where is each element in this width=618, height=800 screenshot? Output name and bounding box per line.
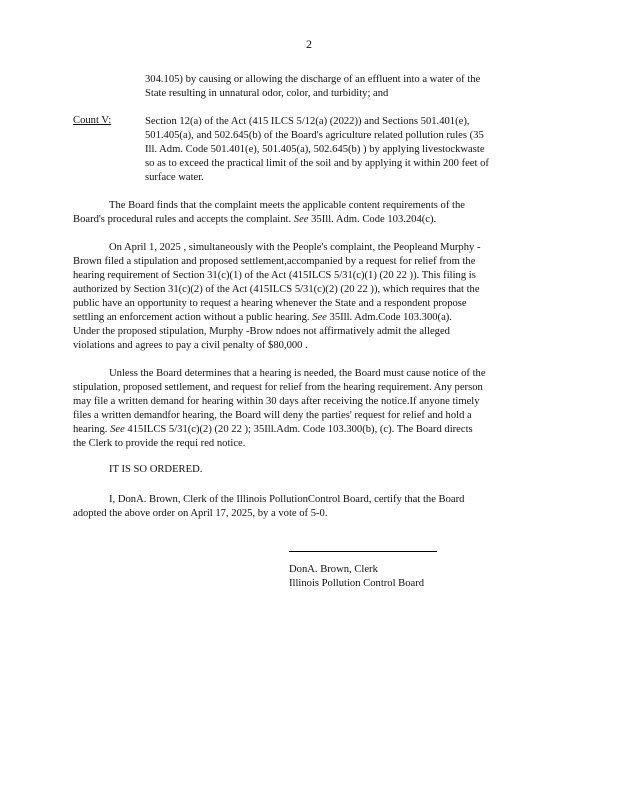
- para1-line-1: The Board finds that the complaint meets the applicable content requirements of the: [109, 200, 465, 211]
- signature-title: Illinois Pollution Control Board: [289, 578, 425, 589]
- para2-line-1: On April 1, 2025 , simultaneously with the People's complaint, the Peopleand Murphy -: [109, 242, 481, 253]
- count-v-line-1: Section 12(a) of the Act (415 ILCS 5/12(a) (2022)) and Sections 501.401(e),: [145, 116, 470, 127]
- para3-line-2: stipulation, proposed settlement, and request for relief from the hearing requirement. Any person: [73, 382, 483, 393]
- para3-line-6: the Clerk to provide the requi red notice.: [73, 438, 246, 449]
- certification-line-2: adopted the above order on April 17, 2025, by a vote of 5-0.: [73, 508, 328, 519]
- certification-line-1: I, DonA. Brown, Clerk of the Illinois PollutionControl Board, certify that the Board: [109, 494, 465, 505]
- signature-name: DonA. Brown, Clerk: [289, 564, 378, 575]
- continuation-line-1: 304.105) by causing or allowing the discharge of an effluent into a water of the: [145, 74, 481, 85]
- para2-line-5: public have an opportunity to request a hearing whenever the State and a respondent propose: [73, 298, 467, 309]
- para2-line-7: Under the proposed stipulation, Murphy -Brow ndoes not affirmatively admit the alleged: [73, 326, 450, 337]
- para2-line-6: settling an enforcement action without a public hearing. See 35Ill. Adm.Code 103.300(a).: [73, 312, 452, 323]
- para3-line-3: may file a written demand for hearing within 30 days after receiving the notice.If anyone timely: [73, 396, 480, 407]
- count-v-line-4: so as to exceed the practical limit of the soil and by applying it within 200 feet of: [145, 158, 489, 169]
- page-number: 2: [306, 37, 312, 51]
- count-v-line-3: Ill. Adm. Code 501.401(e), 501.405(a), 502.645(b) ) by applying livestockwaste: [145, 144, 485, 155]
- signature-line: [289, 551, 437, 552]
- para3-line-4: files a written demandfor hearing, the Board will deny the parties' request for relief and hold a: [73, 410, 472, 421]
- para3-line-5: hearing. See 415ILCS 5/31(c)(2) (20 22 ); 35Ill.Adm. Code 103.300(b), (c). The Board directs: [73, 424, 473, 435]
- count-v-line-2: 501.405(a), and 502.645(b) of the Board's agriculture related pollution rules (35: [145, 130, 484, 141]
- para1-line-2: Board's procedural rules and accepts the complaint. See 35Ill. Adm. Code 103.204(c).: [73, 214, 437, 225]
- para3-line-1: Unless the Board determines that a hearing is needed, the Board must cause notice of the: [109, 368, 486, 379]
- continuation-line-2: State resulting in unnatural odor, color, and turbidity; and: [145, 88, 389, 99]
- count-v-label: Count V:: [73, 115, 112, 126]
- para2-line-3: hearing requirement of Section 31(c)(1) of the Act (415ILCS 5/31(c)(1) (20 22 )). This filing is: [73, 270, 476, 281]
- count-v-line-5: surface water.: [145, 172, 204, 183]
- para2-line-8: violations and agrees to pay a civil penalty of $80,000 .: [73, 340, 308, 351]
- para2-line-4: authorized by Section 31(c)(2) of the Act (415ILCS 5/31(c)(2) (20 22 )), which requires that the: [73, 284, 480, 295]
- para2-line-2: Brown filed a stipulation and proposed settlement,accompanied by a request for relief from the: [73, 256, 476, 267]
- so-ordered: IT IS SO ORDERED.: [109, 464, 203, 475]
